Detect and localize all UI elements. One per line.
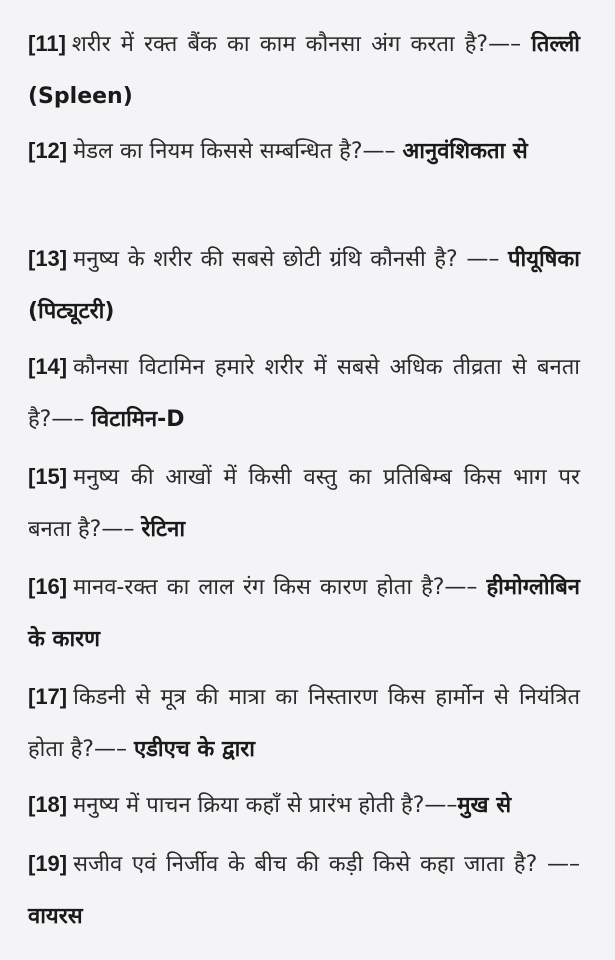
question-19 [28,838,580,943]
answer-text: रेटिना [141,517,186,542]
question-12 [28,125,580,178]
question-text: मानव-रक्त का लाल रंग किस कारण होता है?—– [73,575,487,600]
question-number: [17] [28,684,68,709]
question-15 [28,451,580,556]
question-text: शरीर में रक्त बैंक का काम कौनसा अंग करता है?—– [71,32,522,57]
question-text: मनुष्य के शरीर की सबसे छोटी ग्रंथि कौनसी है? —– [73,247,509,272]
question-text: मेडल का नियम किससे सम्बन्धित है?—– [73,139,403,164]
answer-text: मुख से [457,793,512,818]
answer-text: विटामिन-D [91,407,185,432]
answer-text: एडीएच के द्वारा [133,737,255,762]
question-number: [18] [28,792,68,817]
answer-text: वायरस [28,904,83,929]
answer-text: आनुवंशिकता से [402,139,528,164]
answer-text: हीमोग्लोबिन के कारण [28,575,580,652]
question-text: सजीव एवं निर्जीव के बीच की कड़ी किसे कहा जाता है? —– [73,852,580,877]
question-text: किडनी से मूत्र की मात्रा का निस्तारण किस हार्मोन से नियंत्रित होता है?—– [28,685,580,762]
question-text: कौनसा विटामिन हमारे शरीर में सबसे अधिक तीव्रता से बनता है?—– [28,355,580,432]
question-number: [14] [28,354,68,379]
question-17 [28,671,580,776]
answer-text: पीयूषिका (पिट्यूटरी) [28,247,580,324]
question-14 [28,341,580,446]
question-13 [28,233,580,338]
question-number: [19] [28,851,68,876]
answer-text: तिल्ली (Spleen) [28,32,580,109]
question-16 [28,561,580,666]
question-number: [11] [28,31,66,56]
question-18 [28,779,580,832]
question-11 [28,18,580,123]
question-text: मनुष्य में पाचन क्रिया कहाँ से प्रारंभ होती है?—– [73,793,458,818]
question-number: [13] [28,246,68,271]
question-text: मनुष्य की आखों में किसी वस्तु का प्रतिबिम्ब किस भाग पर बनता है?—– [28,465,580,542]
question-number: [12] [28,138,68,163]
question-number: [16] [28,574,68,599]
question-number: [15] [28,464,68,489]
